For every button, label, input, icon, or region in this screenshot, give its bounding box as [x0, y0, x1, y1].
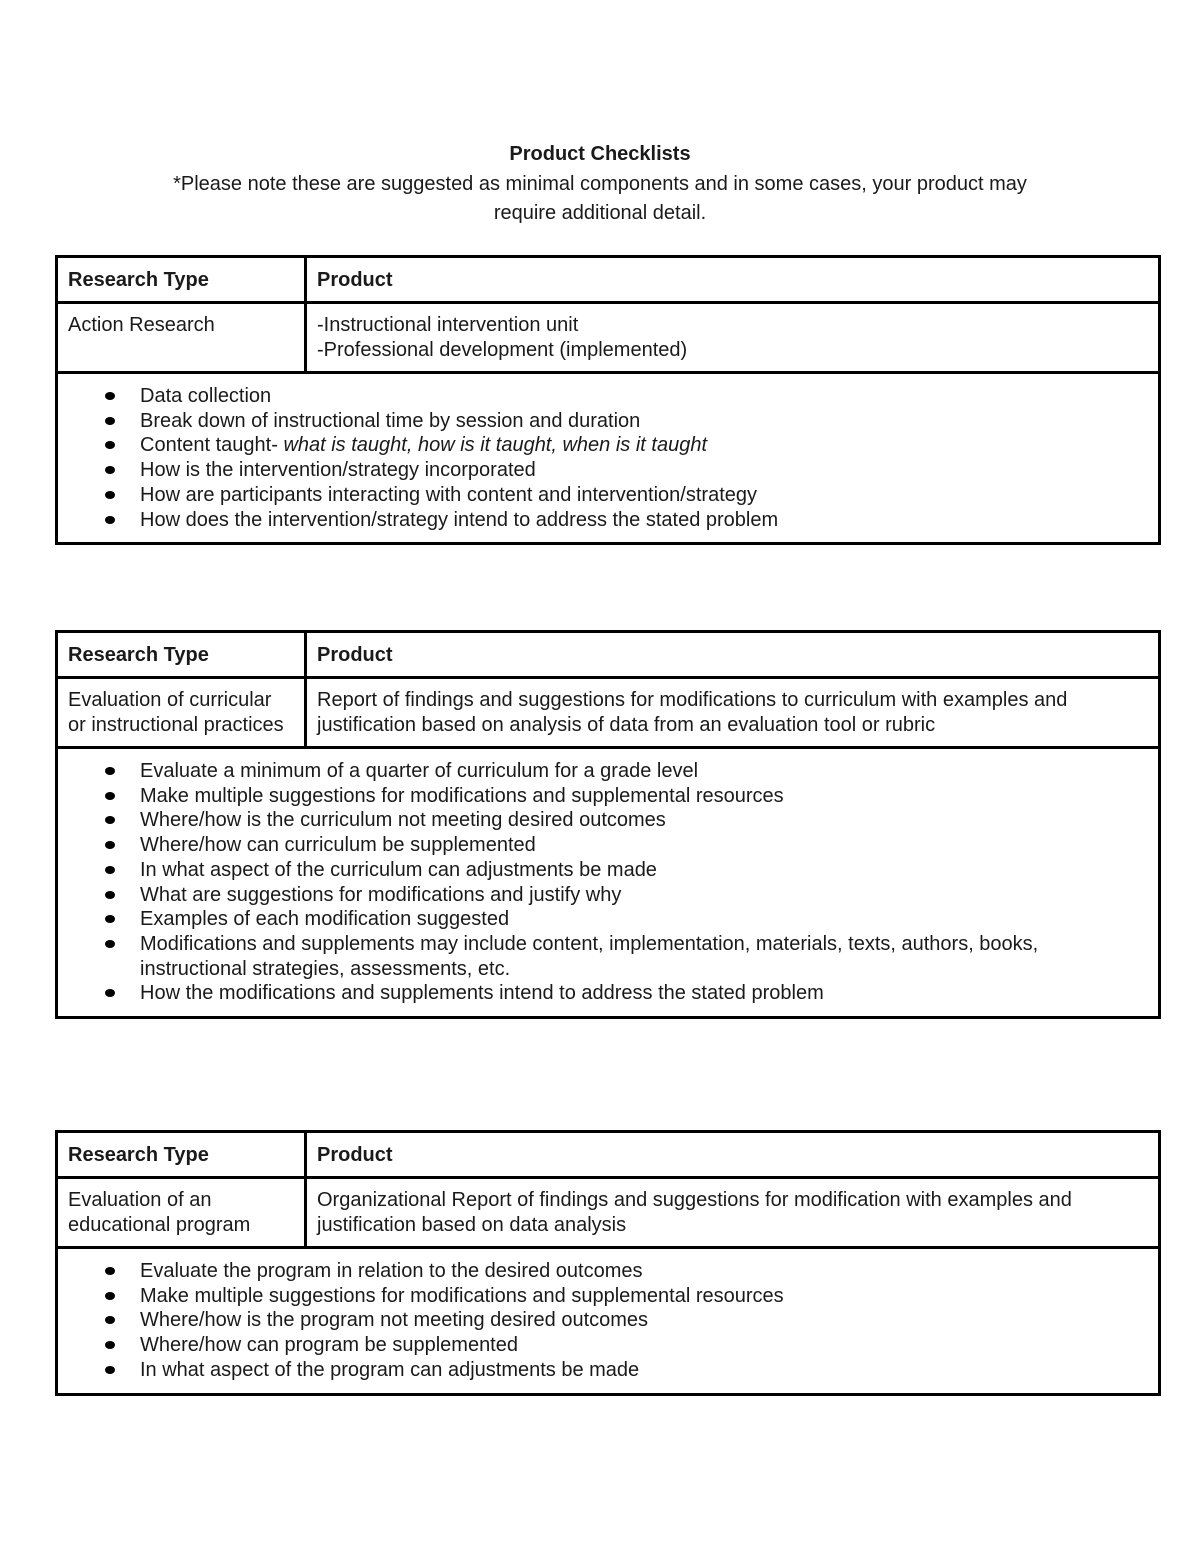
list-item: Where/how can program be supplemented: [58, 1333, 1148, 1358]
checklist-bullets: [58, 374, 1158, 542]
research-type-cell: Action Research: [58, 304, 307, 371]
table-row: [58, 1179, 1158, 1249]
column-header-product: Product: [317, 1144, 393, 1166]
list-item: Where/how is the program not meeting desired outcomes: [58, 1308, 1148, 1333]
product-cell: Report of findings and suggestions for modifications to curriculum with examples and justification based on analysis of data from an evaluation tool or rubric: [317, 689, 1068, 736]
italic-detail: what is taught, how is it taught, when is it taught: [283, 434, 708, 457]
list-item: Make multiple suggestions for modifications and supplemental resources: [58, 784, 1148, 809]
list-item: Modifications and supplements may include content, implementation, materials, texts, authors, books, instructional strategies, assessments, etc.: [58, 932, 1148, 981]
table-row: [58, 679, 1158, 749]
bullet-icon: [105, 1292, 115, 1300]
table-header-row: [58, 633, 1158, 679]
list-item: How are participants interacting with content and intervention/strategy: [58, 483, 1148, 508]
list-item: How is the intervention/strategy incorporated: [58, 458, 1148, 483]
research-type-cell: Evaluation of an educational program: [58, 1179, 307, 1246]
bullet-icon: [105, 491, 115, 499]
bullet-icon: [105, 516, 115, 524]
checklist-bullets: [58, 749, 1158, 1016]
product-cell: [307, 304, 1158, 371]
checklist-table-program-evaluation: [55, 1130, 1161, 1396]
checklist-table-action-research: [55, 255, 1161, 545]
list-item: How does the intervention/strategy intend to address the stated problem: [58, 508, 1148, 533]
column-header-research-type: Research Type: [58, 1133, 307, 1176]
bullet-icon: [105, 891, 115, 899]
list-item: Evaluate a minimum of a quarter of curriculum for a grade level: [58, 759, 1148, 784]
bullet-icon: [105, 989, 115, 997]
product-cell: Organizational Report of findings and suggestions for modification with examples and justification based on data analysis: [317, 1189, 1072, 1236]
product-line: -Instructional intervention unit: [317, 314, 579, 336]
checklist-table-curricular-evaluation: [55, 630, 1161, 1019]
bullet-icon: [105, 816, 115, 824]
list-item: What are suggestions for modifications and justify why: [58, 883, 1148, 908]
list-item: Content taught- what is taught, how is it taught, when is it taught: [58, 433, 1148, 458]
list-item: How the modifications and supplements intend to address the stated problem: [58, 981, 1148, 1006]
column-header-research-type: Research Type: [58, 633, 307, 676]
bullet-icon: [105, 841, 115, 849]
bullet-icon: [105, 417, 115, 425]
bullet-icon: [105, 866, 115, 874]
list-item: Break down of instructional time by session and duration: [58, 409, 1148, 434]
list-item: Where/how can curriculum be supplemented: [58, 833, 1148, 858]
list-item: Evaluate the program in relation to the desired outcomes: [58, 1259, 1148, 1284]
bullet-icon: [105, 792, 115, 800]
list-item: Data collection: [58, 384, 1148, 409]
page-header: [0, 140, 1200, 228]
column-header-research-type: Research Type: [58, 258, 307, 301]
bullet-icon: [105, 940, 115, 948]
bullet-icon: [105, 441, 115, 449]
checklist-bullets: [58, 1249, 1158, 1393]
bullet-icon: [105, 915, 115, 923]
bullet-icon: [105, 1341, 115, 1349]
list-item: Examples of each modification suggested: [58, 907, 1148, 932]
bullet-icon: [105, 1366, 115, 1374]
bullet-icon: [105, 466, 115, 474]
product-line: -Professional development (implemented): [317, 339, 688, 361]
research-type-cell: Evaluation of curricular or instructional practices: [58, 679, 307, 746]
list-item: In what aspect of the program can adjustments be made: [58, 1358, 1148, 1383]
bullet-icon: [105, 767, 115, 775]
table-row: [58, 304, 1158, 374]
bullet-icon: [105, 1267, 115, 1275]
table-header-row: [58, 258, 1158, 304]
list-item: Make multiple suggestions for modifications and supplemental resources: [58, 1284, 1148, 1309]
column-header-product: Product: [317, 644, 393, 666]
list-item: Where/how is the curriculum not meeting desired outcomes: [58, 808, 1148, 833]
bullet-icon: [105, 392, 115, 400]
page-note: *Please note these are suggested as minimal components and in some cases, your product may require additional detail.: [173, 173, 1027, 224]
column-header-product: Product: [317, 269, 393, 291]
list-item: In what aspect of the curriculum can adjustments be made: [58, 858, 1148, 883]
table-header-row: [58, 1133, 1158, 1179]
bullet-icon: [105, 1316, 115, 1324]
page-title: Product Checklists: [509, 143, 691, 165]
